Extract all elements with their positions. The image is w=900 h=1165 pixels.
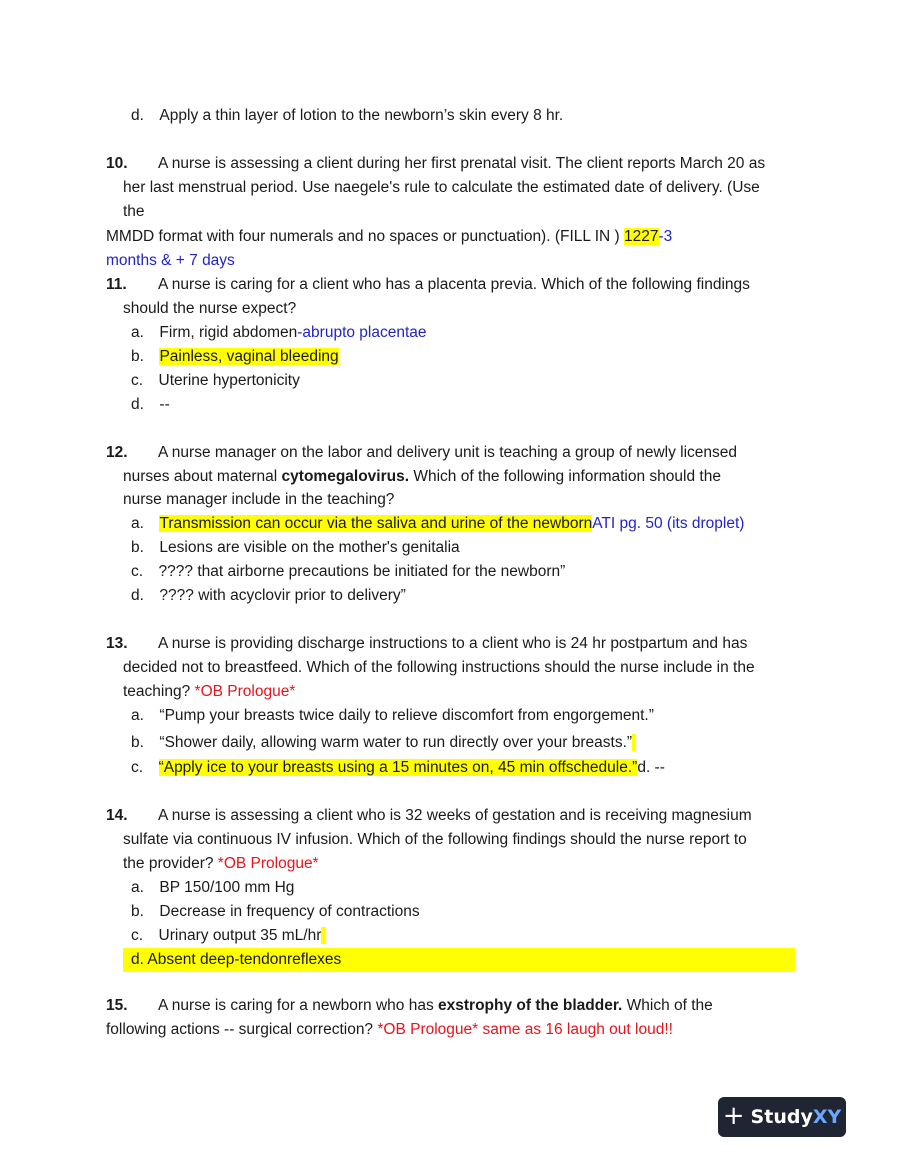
q12-option-c: c. ???? that airborne precautions be initiated for the newborn” (131, 563, 566, 580)
q13-line1: 13. A nurse is providing discharge instructions to a client who is 24 hr postpartum and has (106, 635, 748, 652)
q9-option-d: d. Apply a thin layer of lotion to the newborn’s skin every 8 hr. (131, 107, 564, 124)
q11-line1: 11. A nurse is caring for a client who has a placenta previa. Which of the following findings (106, 276, 750, 293)
q11-number: 11. (106, 276, 127, 293)
q10-note: -3 (658, 228, 673, 245)
q15-line1: 15. A nurse is caring for a newborn who has exstrophy of the bladder. Which of the (106, 997, 713, 1014)
q11-option-d: d. -- (131, 396, 170, 413)
q14-line2: sulfate via continuous IV infusion. Which of the following findings should the nurse report to (123, 831, 747, 848)
q15-line2: following actions -- surgical correction? *OB Prologue* same as 16 laugh out loud!! (106, 1021, 673, 1038)
q12-option-b: b. Lesions are visible on the mother's genitalia (131, 539, 460, 556)
q12-line2: nurses about maternal cytomegalovirus. Which of the following information should the (123, 468, 721, 485)
q10-line2: her last menstrual period. Use naegele's rule to calculate the estimated date of delivery. (Use (123, 179, 760, 196)
q10-line4: MMDD format with four numerals and no spaces or punctuation). (FILL IN ) 1227-3 (106, 228, 673, 245)
q13-answer-highlight: “Apply ice to your breasts using a 15 minutes on, 45 min offschedule.” (158, 759, 638, 776)
q11-option-c: c. Uterine hypertonicity (131, 372, 300, 389)
q13-option-b: b. “Shower daily, allowing warm water to run directly over your breasts.” (131, 733, 636, 753)
q12-line3: nurse manager include in the teaching? (123, 491, 395, 508)
q10-line3: the (123, 203, 145, 220)
studyxy-logo[interactable] (718, 1097, 846, 1137)
q10-answer: 1227 (624, 228, 659, 245)
q13-option-a: a. “Pump your breasts twice daily to relieve discomfort from engorgement.” (131, 707, 654, 724)
q14-option-c: c. Urinary output 35 mL/hr (131, 926, 326, 946)
q10-note-cont: months & + 7 days (106, 252, 235, 269)
logo-text: StudyXY (750, 1106, 842, 1128)
q13-number: 13. (106, 635, 128, 652)
plus-icon: + (722, 1100, 745, 1131)
q12-option-a: a. Transmission can occur via the saliva and urine of the newbornATI pg. 50 (its droplet) (131, 515, 745, 532)
q14-option-b: b. Decrease in frequency of contractions (131, 903, 420, 920)
q12-answer-highlight: Transmission can occur via the saliva and urine of the newborn (159, 515, 593, 532)
q11-option-b: b. Painless, vaginal bleeding (131, 348, 339, 365)
q11-line2: should the nurse expect? (123, 300, 297, 317)
q14-line1: 14. A nurse is assessing a client who is 32 weeks of gestation and is receiving magnesium (106, 807, 752, 824)
q11-option-a: a. Firm, rigid abdomen-abrupto placentae (131, 324, 427, 341)
q14-number: 14. (106, 807, 128, 824)
q13-line3: teaching? *OB Prologue* (123, 683, 296, 700)
q10-number: 10. (106, 155, 128, 172)
q15-number: 15. (106, 997, 128, 1014)
q14-option-a: a. BP 150/100 mm Hg (131, 879, 295, 896)
q14-option-d: d. Absent deep-tendonreflexes (131, 951, 342, 968)
q12-line1: 12. A nurse manager on the labor and delivery unit is teaching a group of newly licensed (106, 444, 738, 461)
q12-option-d: d. ???? with acyclovir prior to delivery” (131, 587, 406, 604)
q10-line1: 10. A nurse is assessing a client during her first prenatal visit. The client reports March 20 as (106, 155, 766, 172)
q13-line2: decided not to breastfeed. Which of the following instructions should the nurse include in the (123, 659, 755, 676)
q12-number: 12. (106, 444, 128, 461)
q14-line3: the provider? *OB Prologue* (123, 855, 319, 872)
q13-option-c: c. “Apply ice to your breasts using a 15 minutes on, 45 min offschedule.”d. -- (131, 759, 665, 776)
q11-answer-highlight: Painless, vaginal bleeding (159, 348, 339, 365)
